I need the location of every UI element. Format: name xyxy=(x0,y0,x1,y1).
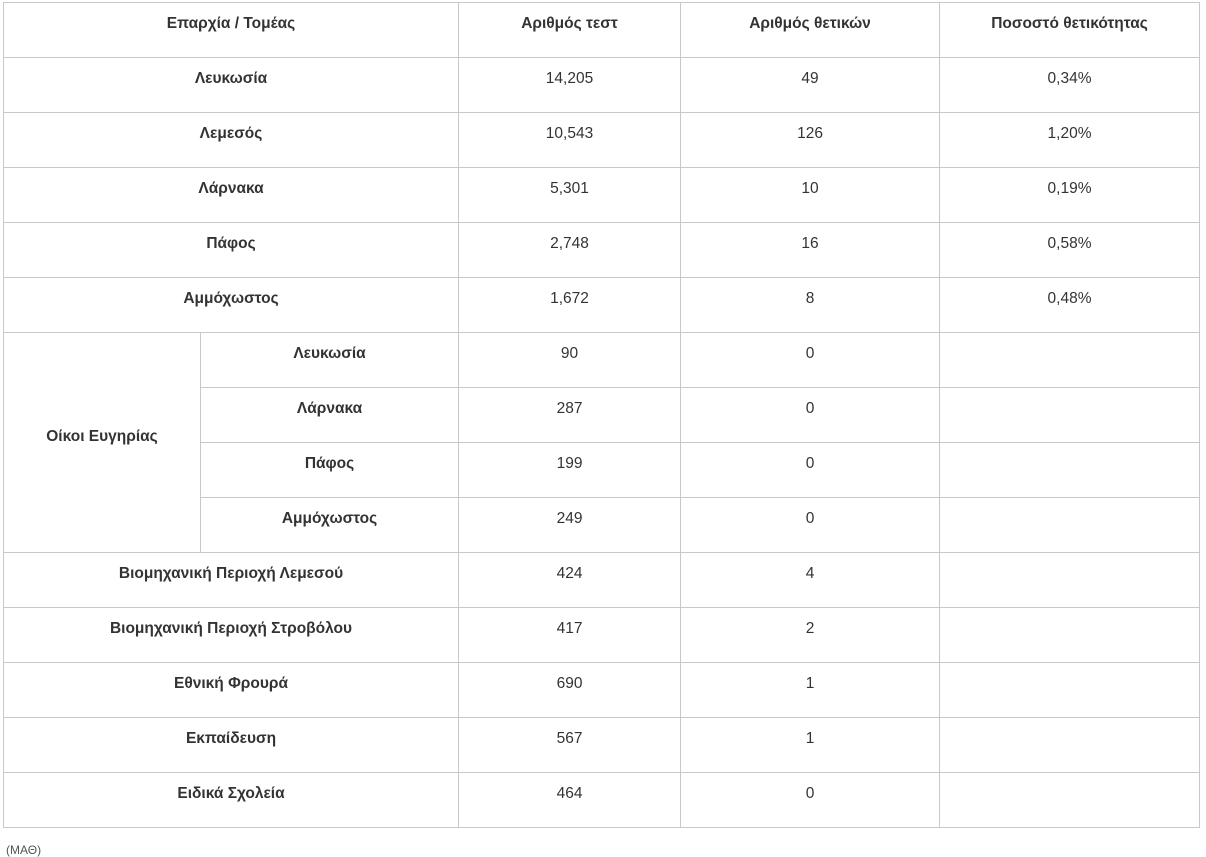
header-district: Επαρχία / Τομέας xyxy=(4,3,459,58)
tests-cell: 464 xyxy=(459,773,681,828)
positives-cell: 0 xyxy=(681,388,940,443)
row-label: Λεμεσός xyxy=(4,113,459,168)
tests-cell: 199 xyxy=(459,443,681,498)
row-label: Βιομηχανική Περιοχή Λεμεσού xyxy=(4,553,459,608)
row-sublabel: Αμμόχωστος xyxy=(201,498,459,553)
table-row xyxy=(4,223,1200,278)
positives-cell: 10 xyxy=(681,168,940,223)
rate-cell xyxy=(940,388,1200,443)
header-positivity-rate: Ποσοστό θετικότητας xyxy=(940,3,1200,58)
rate-cell xyxy=(940,498,1200,553)
table-row xyxy=(4,663,1200,718)
row-label: Βιομηχανική Περιοχή Στροβόλου xyxy=(4,608,459,663)
row-label: Εθνική Φρουρά xyxy=(4,663,459,718)
positives-cell: 49 xyxy=(681,58,940,113)
rate-cell: 0,48% xyxy=(940,278,1200,333)
table-row xyxy=(4,168,1200,223)
row-label: Πάφος xyxy=(4,223,459,278)
table-row xyxy=(4,773,1200,828)
row-sublabel: Λάρνακα xyxy=(201,388,459,443)
header-tests: Αριθμός τεστ xyxy=(459,3,681,58)
table-row xyxy=(4,113,1200,168)
tests-cell: 90 xyxy=(459,333,681,388)
positives-cell: 2 xyxy=(681,608,940,663)
row-sublabel: Λευκωσία xyxy=(201,333,459,388)
tests-cell: 690 xyxy=(459,663,681,718)
positives-cell: 4 xyxy=(681,553,940,608)
rate-cell: 0,19% xyxy=(940,168,1200,223)
positives-cell: 126 xyxy=(681,113,940,168)
positives-cell: 0 xyxy=(681,498,940,553)
rate-cell xyxy=(940,773,1200,828)
tests-cell: 2,748 xyxy=(459,223,681,278)
rate-cell xyxy=(940,333,1200,388)
rate-cell xyxy=(940,718,1200,773)
positives-cell: 1 xyxy=(681,663,940,718)
tests-cell: 249 xyxy=(459,498,681,553)
tests-cell: 10,543 xyxy=(459,113,681,168)
row-label: Ειδικά Σχολεία xyxy=(4,773,459,828)
rate-cell: 0,34% xyxy=(940,58,1200,113)
tests-cell: 287 xyxy=(459,388,681,443)
tests-cell: 1,672 xyxy=(459,278,681,333)
positives-cell: 0 xyxy=(681,773,940,828)
table-header-row xyxy=(4,3,1200,58)
row-label: Λευκωσία xyxy=(4,58,459,113)
table-row xyxy=(4,608,1200,663)
rate-cell xyxy=(940,608,1200,663)
test-results-table xyxy=(3,2,1200,828)
positives-cell: 0 xyxy=(681,333,940,388)
care-homes-group-label: Οίκοι Ευγηρίας xyxy=(4,333,201,553)
rate-cell xyxy=(940,663,1200,718)
table-row xyxy=(4,278,1200,333)
positives-cell: 0 xyxy=(681,443,940,498)
row-label: Αμμόχωστος xyxy=(4,278,459,333)
tests-cell: 424 xyxy=(459,553,681,608)
table-row xyxy=(4,58,1200,113)
rate-cell: 1,20% xyxy=(940,113,1200,168)
table-row xyxy=(4,553,1200,608)
positives-cell: 16 xyxy=(681,223,940,278)
row-label: Λάρνακα xyxy=(4,168,459,223)
source-footnote: (ΜΑΘ) xyxy=(6,843,42,857)
positives-cell: 1 xyxy=(681,718,940,773)
tests-cell: 417 xyxy=(459,608,681,663)
rate-cell xyxy=(940,553,1200,608)
positives-cell: 8 xyxy=(681,278,940,333)
table-row xyxy=(4,333,1200,388)
table-row xyxy=(4,718,1200,773)
header-positives: Αριθμός θετικών xyxy=(681,3,940,58)
tests-cell: 14,205 xyxy=(459,58,681,113)
rate-cell: 0,58% xyxy=(940,223,1200,278)
rate-cell xyxy=(940,443,1200,498)
tests-cell: 5,301 xyxy=(459,168,681,223)
tests-cell: 567 xyxy=(459,718,681,773)
row-label: Εκπαίδευση xyxy=(4,718,459,773)
row-sublabel: Πάφος xyxy=(201,443,459,498)
